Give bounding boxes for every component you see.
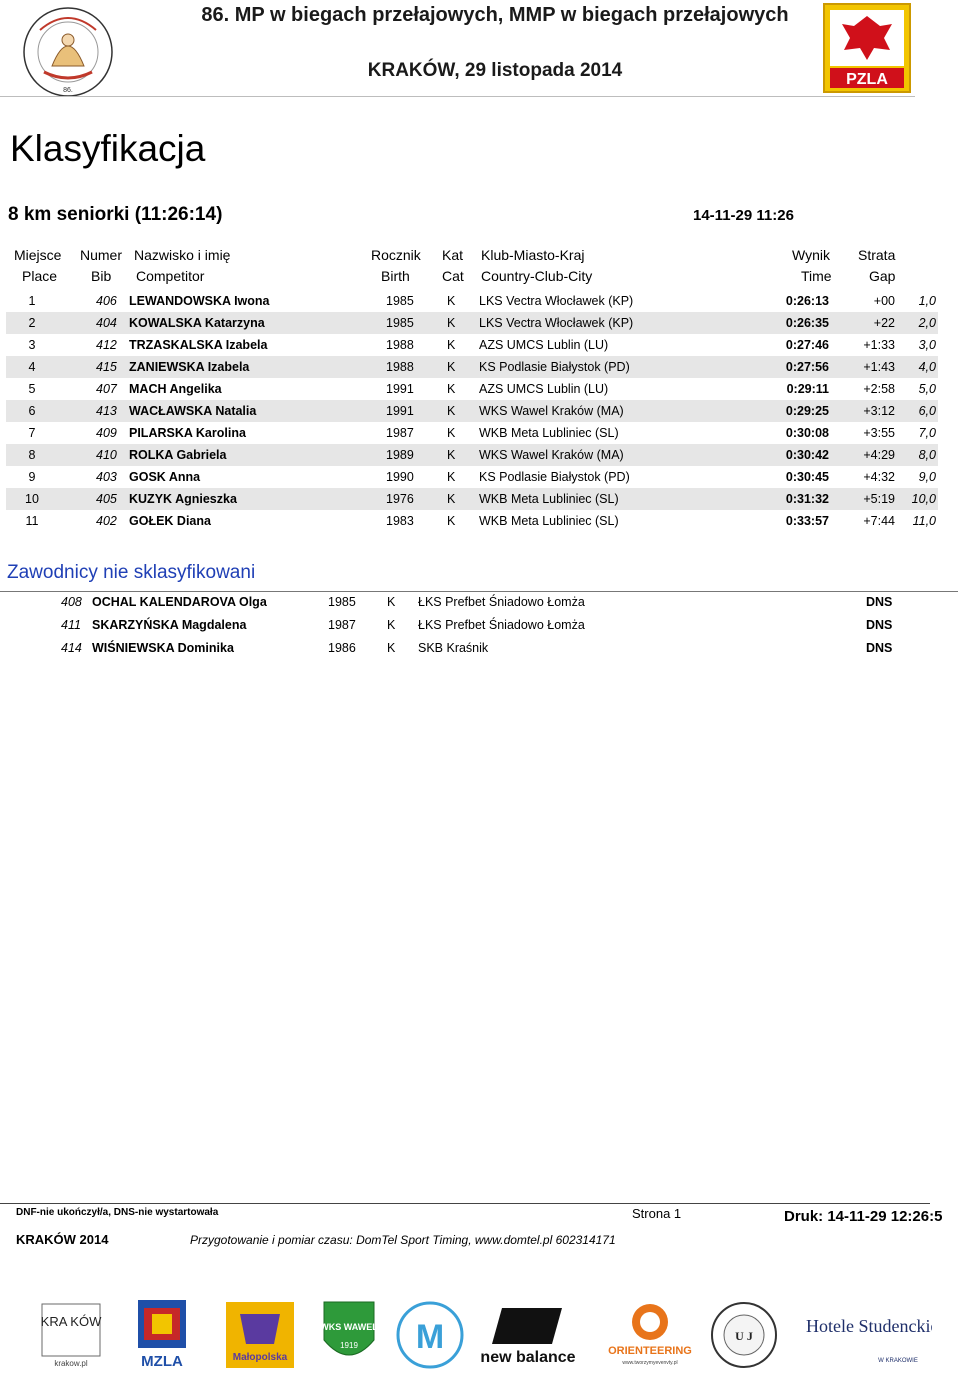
svg-text:new balance: new balance bbox=[480, 1349, 576, 1366]
bib: 409 bbox=[96, 426, 117, 440]
competitor-name: GOŁEK Diana bbox=[129, 514, 211, 528]
club: ŁKS Prefbet Śniadowo Łomża bbox=[418, 595, 585, 609]
points: 5,0 bbox=[918, 382, 936, 396]
orienteering-logo bbox=[604, 1300, 696, 1370]
bib: 406 bbox=[96, 294, 117, 308]
results-table bbox=[6, 290, 938, 532]
championship-logo bbox=[22, 6, 114, 98]
category: K bbox=[447, 404, 456, 418]
birth-year: 1985 bbox=[328, 595, 356, 609]
time: 0:31:32 bbox=[785, 492, 829, 506]
club: AZS UMCS Lublin (LU) bbox=[479, 382, 609, 396]
bib: 404 bbox=[96, 316, 117, 330]
col-time-en: Time bbox=[801, 268, 832, 284]
table-row bbox=[6, 356, 938, 378]
gap: +2:58 bbox=[863, 382, 895, 396]
points: 1,0 bbox=[918, 294, 936, 308]
club: ŁKS Prefbet Śniadowo Łomża bbox=[418, 618, 585, 632]
competitor-name: WACŁAWSKA Natalia bbox=[129, 404, 257, 418]
time: 0:33:57 bbox=[785, 514, 829, 528]
club: LKS Vectra Włocławek (KP) bbox=[479, 316, 634, 330]
list-item bbox=[0, 637, 958, 659]
category: K bbox=[447, 294, 456, 308]
bib: 410 bbox=[96, 448, 117, 462]
competitor-name: KOWALSKA Katarzyna bbox=[129, 316, 265, 330]
birth-year: 1989 bbox=[386, 448, 414, 462]
category: K bbox=[447, 316, 456, 330]
svg-text:U J: U J bbox=[735, 1329, 753, 1343]
gap: +3:55 bbox=[863, 426, 895, 440]
gap: +7:44 bbox=[863, 514, 895, 528]
club: LKS Vectra Włocławek (KP) bbox=[479, 294, 634, 308]
place: 2 bbox=[28, 316, 36, 330]
table-row bbox=[6, 444, 938, 466]
table-row bbox=[6, 466, 938, 488]
bib: 413 bbox=[96, 404, 117, 418]
points: 11,0 bbox=[912, 514, 936, 528]
place: 5 bbox=[28, 382, 36, 396]
svg-text:MZLA: MZLA bbox=[141, 1353, 183, 1370]
competitor-name: KUZYK Agnieszka bbox=[129, 492, 237, 506]
place: 8 bbox=[28, 448, 36, 462]
place: 11 bbox=[25, 514, 39, 528]
event-location-date: KRAKÓW, 29 listopada 2014 bbox=[367, 60, 623, 81]
status-legend: DNF-nie ukończył/a, DNS-nie wystartowała bbox=[16, 1207, 219, 1218]
time: 0:29:11 bbox=[786, 382, 829, 396]
col-club-en: Country-Club-City bbox=[481, 268, 593, 284]
col-cat-pl: Kat bbox=[442, 247, 464, 263]
new-balance-logo bbox=[472, 1300, 584, 1370]
svg-text:M: M bbox=[415, 1318, 445, 1356]
svg-text:Hotele Studenckie: Hotele Studenckie bbox=[806, 1316, 932, 1336]
print-timestamp: Druk: 14-11-29 12:26:5 bbox=[784, 1208, 943, 1225]
time: 0:26:35 bbox=[785, 316, 829, 330]
col-gap-pl: Strata bbox=[858, 247, 896, 263]
uj-logo bbox=[710, 1300, 778, 1370]
bib: 402 bbox=[96, 514, 117, 528]
competitor-name: OCHAL KALENDAROVA Olga bbox=[92, 595, 267, 609]
svg-text:ORIENTEERING: ORIENTEERING bbox=[608, 1345, 692, 1357]
category: K bbox=[387, 595, 396, 609]
col-place-en: Place bbox=[22, 268, 58, 284]
points: 4,0 bbox=[918, 360, 936, 374]
bib: 408 bbox=[61, 595, 82, 609]
club: KS Podlasie Białystok (PD) bbox=[479, 360, 630, 374]
birth-year: 1985 bbox=[386, 316, 414, 330]
col-birth-en: Birth bbox=[381, 268, 410, 284]
birth-year: 1985 bbox=[386, 294, 414, 308]
birth-year: 1991 bbox=[386, 404, 414, 418]
col-name-pl: Nazwisko i imię bbox=[134, 247, 231, 263]
gap: +4:32 bbox=[863, 470, 895, 484]
col-gap-en: Gap bbox=[869, 268, 896, 284]
points: 8,0 bbox=[918, 448, 936, 462]
gap: +3:12 bbox=[863, 404, 895, 418]
footer-city: KRAKÓW 2014 bbox=[16, 1232, 109, 1247]
gap: +22 bbox=[873, 316, 895, 330]
table-row bbox=[6, 488, 938, 510]
competitor-name: ZANIEWSKA Izabela bbox=[129, 360, 250, 374]
time: 0:29:25 bbox=[785, 404, 829, 418]
svg-text:WKS WAWEL: WKS WAWEL bbox=[320, 1322, 378, 1332]
category: K bbox=[447, 382, 456, 396]
event-title: 86. MP w biegach przełajowych, MMP w biegach przełajowych bbox=[201, 4, 789, 26]
gap: +5:19 bbox=[863, 492, 895, 506]
club: WKB Meta Lubliniec (SL) bbox=[479, 514, 619, 528]
col-name-en: Competitor bbox=[136, 268, 205, 284]
table-row bbox=[6, 334, 938, 356]
competitor-name: WIŚNIEWSKA Dominika bbox=[92, 641, 234, 655]
hotele-studenckie-logo bbox=[798, 1300, 932, 1370]
timing-credit: Przygotowanie i pomiar czasu: DomTel Sport Timing, www.domtel.pl 602314171 bbox=[190, 1233, 616, 1247]
place: 6 bbox=[28, 404, 36, 418]
place: 1 bbox=[28, 294, 36, 308]
points: 10,0 bbox=[911, 492, 936, 506]
header-divider bbox=[0, 96, 915, 97]
footer-divider bbox=[0, 1203, 930, 1204]
table-row bbox=[6, 312, 938, 334]
club: WKB Meta Lubliniec (SL) bbox=[479, 426, 619, 440]
col-club-pl: Klub-Miasto-Kraj bbox=[481, 247, 585, 263]
race-title: 8 km seniorki (11:26:14) bbox=[8, 204, 223, 225]
gap: +1:43 bbox=[863, 360, 895, 374]
place: 3 bbox=[28, 338, 36, 352]
svg-text:Małopolska: Małopolska bbox=[232, 1352, 288, 1363]
svg-text:86.: 86. bbox=[63, 87, 73, 94]
status: DNS bbox=[866, 595, 893, 609]
col-bib-en: Bib bbox=[91, 268, 112, 284]
wks-wawel-logo bbox=[320, 1300, 378, 1370]
birth-year: 1988 bbox=[386, 360, 414, 374]
birth-year: 1988 bbox=[386, 338, 414, 352]
time: 0:27:46 bbox=[785, 338, 829, 352]
col-bib-pl: Numer bbox=[80, 247, 123, 263]
place: 4 bbox=[28, 360, 36, 374]
table-row bbox=[6, 378, 938, 400]
bib: 414 bbox=[61, 641, 82, 655]
club: WKS Wawel Kraków (MA) bbox=[479, 404, 624, 418]
page-number: Strona 1 bbox=[632, 1206, 682, 1221]
list-item bbox=[0, 591, 958, 613]
pzla-logo bbox=[822, 2, 912, 94]
mzla-logo bbox=[130, 1300, 194, 1370]
race-datetime: 14-11-29 11:26 bbox=[693, 207, 794, 224]
club: AZS UMCS Lublin (LU) bbox=[479, 338, 609, 352]
category: K bbox=[447, 514, 456, 528]
club: SKB Kraśnik bbox=[418, 641, 489, 655]
category: K bbox=[447, 470, 456, 484]
category: K bbox=[447, 448, 456, 462]
category: K bbox=[387, 641, 396, 655]
competitor-name: MACH Angelika bbox=[129, 382, 222, 396]
svg-text:W KRAKOWIE: W KRAKOWIE bbox=[878, 1358, 918, 1364]
time: 0:26:13 bbox=[785, 294, 829, 308]
time: 0:30:45 bbox=[785, 470, 829, 484]
place: 7 bbox=[28, 426, 36, 440]
bib: 403 bbox=[96, 470, 117, 484]
col-place-pl: Miejsce bbox=[14, 247, 62, 263]
page-title: Klasyfikacja bbox=[10, 128, 206, 169]
birth-year: 1990 bbox=[386, 470, 414, 484]
svg-text:KRA KÓW: KRA KÓW bbox=[40, 1314, 102, 1329]
svg-text:PZLA: PZLA bbox=[846, 71, 888, 88]
birth-year: 1976 bbox=[386, 492, 414, 506]
competitor-name: LEWANDOWSKA Iwona bbox=[129, 294, 270, 308]
gap: +4:29 bbox=[863, 448, 895, 462]
table-row bbox=[6, 290, 938, 312]
points: 2,0 bbox=[918, 316, 936, 330]
points: 7,0 bbox=[918, 426, 936, 440]
points: 6,0 bbox=[918, 404, 936, 418]
birth-year: 1986 bbox=[328, 641, 356, 655]
category: K bbox=[447, 426, 456, 440]
bib: 411 bbox=[61, 618, 81, 632]
time: 0:30:42 bbox=[785, 448, 829, 462]
place: 9 bbox=[28, 470, 36, 484]
col-time-pl: Wynik bbox=[792, 247, 830, 263]
birth-year: 1987 bbox=[328, 618, 356, 632]
category: K bbox=[447, 360, 456, 374]
status: DNS bbox=[866, 618, 893, 632]
svg-text:krakow.pl: krakow.pl bbox=[54, 1359, 88, 1368]
birth-year: 1987 bbox=[386, 426, 414, 440]
gap: +1:33 bbox=[863, 338, 895, 352]
malopolska-logo bbox=[224, 1300, 296, 1370]
table-row bbox=[6, 422, 938, 444]
birth-year: 1983 bbox=[386, 514, 414, 528]
bib: 415 bbox=[96, 360, 117, 374]
club: WKB Meta Lubliniec (SL) bbox=[479, 492, 619, 506]
category: K bbox=[447, 338, 456, 352]
status: DNS bbox=[866, 641, 893, 655]
bib: 412 bbox=[96, 338, 117, 352]
malopolski-logo bbox=[396, 1300, 464, 1370]
competitor-name: PILARSKA Karolina bbox=[129, 426, 246, 440]
list-item bbox=[0, 614, 958, 636]
gap: +00 bbox=[873, 294, 895, 308]
points: 9,0 bbox=[918, 470, 936, 484]
bib: 407 bbox=[96, 382, 117, 396]
category: K bbox=[387, 618, 396, 632]
place: 10 bbox=[25, 492, 39, 506]
birth-year: 1991 bbox=[386, 382, 414, 396]
col-birth-pl: Rocznik bbox=[371, 247, 421, 263]
not-classified-heading: Zawodnicy nie sklasyfikowani bbox=[7, 562, 256, 583]
competitor-name: ROLKA Gabriela bbox=[129, 448, 227, 462]
time: 0:30:08 bbox=[785, 426, 829, 440]
competitor-name: TRZASKALSKA Izabela bbox=[129, 338, 268, 352]
time: 0:27:56 bbox=[785, 360, 829, 374]
bib: 405 bbox=[96, 492, 117, 506]
krakow-logo bbox=[40, 1300, 102, 1370]
col-cat-en: Cat bbox=[442, 268, 464, 284]
club: WKS Wawel Kraków (MA) bbox=[479, 448, 624, 462]
points: 3,0 bbox=[918, 338, 936, 352]
table-row bbox=[6, 400, 938, 422]
svg-text:www.tworzymyevenvty.pl: www.tworzymyevenvty.pl bbox=[622, 1360, 678, 1366]
table-row bbox=[6, 510, 938, 532]
club: KS Podlasie Białystok (PD) bbox=[479, 470, 630, 484]
category: K bbox=[447, 492, 456, 506]
svg-text:1919: 1919 bbox=[340, 1341, 358, 1350]
competitor-name: GOSK Anna bbox=[129, 470, 201, 484]
competitor-name: SKARZYŃSKA Magdalena bbox=[92, 618, 247, 632]
